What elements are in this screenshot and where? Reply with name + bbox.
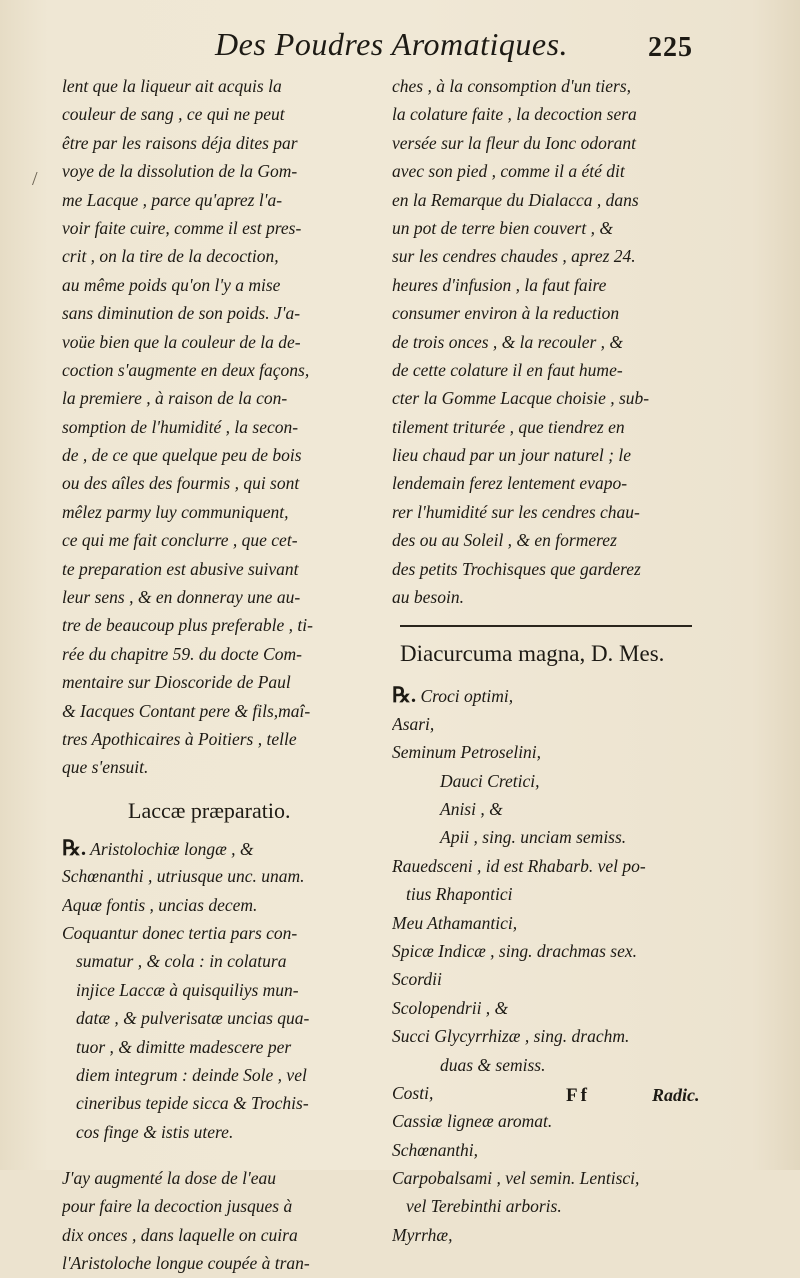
recipe-line-text: datæ , & pulverisatæ uncias qua-	[76, 1008, 310, 1029]
recipe-line	[62, 919, 382, 947]
recipe-line	[62, 891, 382, 919]
text-line: pour faire la decoction jusques à	[62, 1196, 293, 1217]
recipe-line	[392, 1107, 717, 1135]
recipe-line	[62, 1033, 382, 1061]
text-line: voüe bien que la couleur de la de-	[62, 331, 301, 352]
recipe-line-text: Anisi , &	[440, 798, 503, 819]
recipe-line-text: tius Rhapontici	[406, 884, 513, 905]
recipe-line-text: Dauci Cretici,	[440, 770, 540, 791]
text-line: ce qui me fait conclurre , que cet-	[62, 530, 298, 551]
text-line: & Iacques Contant pere & fils,maî-	[62, 700, 311, 721]
recipe-line-text: Seminum Petroselini,	[392, 742, 542, 763]
recipe-line	[392, 852, 717, 880]
recipe-line-text: Asari,	[392, 713, 435, 734]
recipe-line-text: cineribus tepide sicca & Trochis-	[76, 1093, 309, 1114]
recipe-line	[62, 1061, 382, 1089]
text-line: être par les raisons déja dites par	[62, 132, 298, 153]
recipe-line	[392, 1136, 717, 1164]
text-line: des petits Trochisques que garderez	[392, 558, 641, 579]
text-line: rer l'humidité sur les cendres chau-	[392, 501, 640, 522]
text-line: l'Aristoloche longue coupée à tran-	[62, 1253, 310, 1274]
recipe-line	[392, 681, 717, 709]
recipe-line	[392, 994, 717, 1022]
recipe-line	[62, 834, 382, 862]
recipe-line	[392, 937, 717, 965]
recipe-line	[392, 795, 717, 823]
recipe-line-text: Rauedsceni , id est Rhabarb. vel po-	[392, 855, 646, 876]
text-line: couleur de sang , ce qui ne peut	[62, 104, 285, 125]
text-line: ches , à la consomption d'un tiers,	[392, 76, 632, 96]
text-line: au même poids qu'on l'y a mise	[62, 274, 281, 295]
text-line: heures d'infusion , la faut faire	[392, 274, 607, 295]
recipe-line-text: Carpobalsami , vel semin. Lentisci,	[392, 1168, 640, 1189]
recipe-line	[392, 1051, 717, 1079]
text-line: la premiere , à raison de la con-	[62, 388, 288, 409]
recipe-line	[392, 1192, 717, 1220]
text-line: te preparation est abusive suivant	[62, 558, 299, 579]
recipe-line-text: Succi Glycyrrhizæ , sing. drachm.	[392, 1026, 630, 1047]
recipe-line-text: Myrrhæ,	[392, 1224, 453, 1245]
right-recipe	[392, 681, 717, 1249]
left-note	[62, 1164, 382, 1278]
page-number: 225	[648, 32, 693, 63]
text-line: sans diminution de son poids. J'a-	[62, 303, 301, 324]
text-line: un pot de terre bien couvert , &	[392, 217, 613, 238]
recipe-line	[62, 1089, 382, 1117]
recipe-line	[392, 767, 717, 795]
text-line: de , de ce que quelque peu de bois	[62, 445, 302, 466]
recipe-heading-lacca: Laccæ præparatio.	[128, 797, 291, 823]
text-line: lendemain ferez lentement evapo-	[392, 473, 628, 494]
running-title: Des Poudres Aromatiques.	[215, 26, 569, 62]
recipe-line-text: Croci optimi,	[420, 686, 514, 707]
text-line: de cette colature il en faut hume-	[392, 359, 623, 380]
recipe-line-text: Aristolochiæ longæ , &	[90, 838, 254, 859]
text-line: lieu chaud par un jour naturel ; le	[392, 445, 631, 466]
text-line: somption de l'humidité , la secon-	[62, 416, 299, 437]
text-line: sur les cendres chaudes , aprez 24.	[392, 246, 636, 267]
left-column	[62, 72, 382, 1278]
catchword: Radic.	[652, 1085, 700, 1105]
recipe-line-text: sumatur , & cola : in colatura	[76, 951, 287, 972]
recipe-line	[62, 976, 382, 1004]
recipe-line-text: vel Terebinthi arboris.	[406, 1196, 562, 1217]
recipe-line-text: Apii , sing. unciam semiss.	[440, 827, 627, 848]
recipe-line-text: Schœnanthi,	[392, 1139, 479, 1160]
recipe-line-text: Schœnanthi , utriusque unc. unam.	[62, 866, 305, 887]
right-column	[392, 72, 717, 1249]
text-line: lent que la liqueur ait acquis la	[62, 76, 282, 96]
recipe-line	[392, 1221, 717, 1249]
text-line: rée du chapitre 59. du docte Com-	[62, 643, 302, 664]
recipe-line-text: Scolopendrii , &	[392, 997, 509, 1018]
recipe-symbol-icon: ℞.	[62, 835, 87, 860]
recipe-line-text: Coquantur donec tertia pars con-	[62, 922, 298, 943]
text-line: crit , on la tire de la decoction,	[62, 246, 279, 267]
recipe-line	[62, 1004, 382, 1032]
text-line: des ou au Soleil , & en formerez	[392, 530, 617, 551]
left-paragraph	[62, 72, 382, 782]
recipe-line-text: injice Laccæ à quisquiliys mun-	[76, 979, 299, 1000]
recipe-line-text: duas & semiss.	[440, 1054, 546, 1075]
text-line: tilement triturée , que tiendrez en	[392, 416, 625, 437]
recipe-line-text: tuor , & dimitte madescere per	[76, 1036, 292, 1057]
recipe-line-text: Costi,	[392, 1082, 434, 1103]
page-header	[0, 22, 800, 78]
text-line: avec son pied , comme il a été dit	[392, 161, 625, 182]
recipe-line-text: Scordii	[392, 969, 442, 990]
right-paragraph	[392, 72, 717, 611]
text-line: mêlez parmy luy communiquent,	[62, 501, 289, 522]
text-line: en la Remarque du Dialacca , dans	[392, 189, 639, 210]
text-line: de trois onces , & la recouler , &	[392, 331, 624, 352]
margin-mark: /	[32, 168, 38, 190]
section-rule	[400, 625, 692, 627]
recipe-line	[392, 1022, 717, 1050]
text-line: mentaire sur Dioscoride de Paul	[62, 672, 291, 693]
recipe-line-text: Cassiæ ligneæ aromat.	[392, 1111, 553, 1132]
text-line: la colature faite , la decoction sera	[392, 104, 637, 125]
recipe-line-text: Aquæ fontis , uncias decem.	[62, 894, 258, 915]
left-recipe	[62, 834, 382, 1146]
recipe-line-text: diem integrum : deinde Sole , vel	[76, 1064, 307, 1085]
text-line: cter la Gomme Lacque choisie , sub-	[392, 388, 650, 409]
recipe-line	[62, 862, 382, 890]
text-line: voir faite cuire, comme il est pres-	[62, 217, 302, 238]
recipe-heading-diacurcuma: Diacurcuma magna, D. Mes.	[400, 641, 665, 667]
recipe-line	[392, 1164, 717, 1192]
recipe-line	[392, 823, 717, 851]
text-line: que s'ensuit.	[62, 757, 149, 778]
recipe-line	[62, 947, 382, 975]
text-line: leur sens , & en donneray une au-	[62, 587, 301, 608]
text-line: coction s'augmente en deux façons,	[62, 359, 310, 380]
text-line: J'ay augmenté la dose de l'eau	[62, 1168, 277, 1189]
signature-mark: Ff	[566, 1085, 590, 1106]
text-line: tres Apothicaires à Poitiers , telle	[62, 728, 297, 749]
recipe-line	[392, 710, 717, 738]
recipe-line	[392, 965, 717, 993]
recipe-line	[62, 1118, 382, 1146]
text-line: tre de beaucoup plus preferable , ti-	[62, 615, 313, 636]
text-line: dix onces , dans laquelle on cuira	[62, 1224, 298, 1245]
recipe-line	[392, 738, 717, 766]
recipe-line-text: Spicæ Indicæ , sing. drachmas sex.	[392, 940, 637, 961]
recipe-line	[392, 909, 717, 937]
recipe-line	[392, 880, 717, 908]
recipe-symbol-icon: ℞.	[392, 683, 417, 708]
text-line: me Lacque , parce qu'aprez l'a-	[62, 189, 283, 210]
recipe-line-text: Meu Athamantici,	[392, 912, 518, 933]
text-line: consumer environ à la reduction	[392, 303, 620, 324]
text-line: au besoin.	[392, 587, 464, 608]
recipe-line-text: cos finge & istis utere.	[76, 1121, 234, 1142]
paragraph-gap	[62, 1146, 382, 1164]
text-line: versée sur la fleur du Ionc odorant	[392, 132, 636, 153]
text-line: ou des aîles des fourmis , qui sont	[62, 473, 300, 494]
text-line: voye de la dissolution de la Gom-	[62, 161, 298, 182]
